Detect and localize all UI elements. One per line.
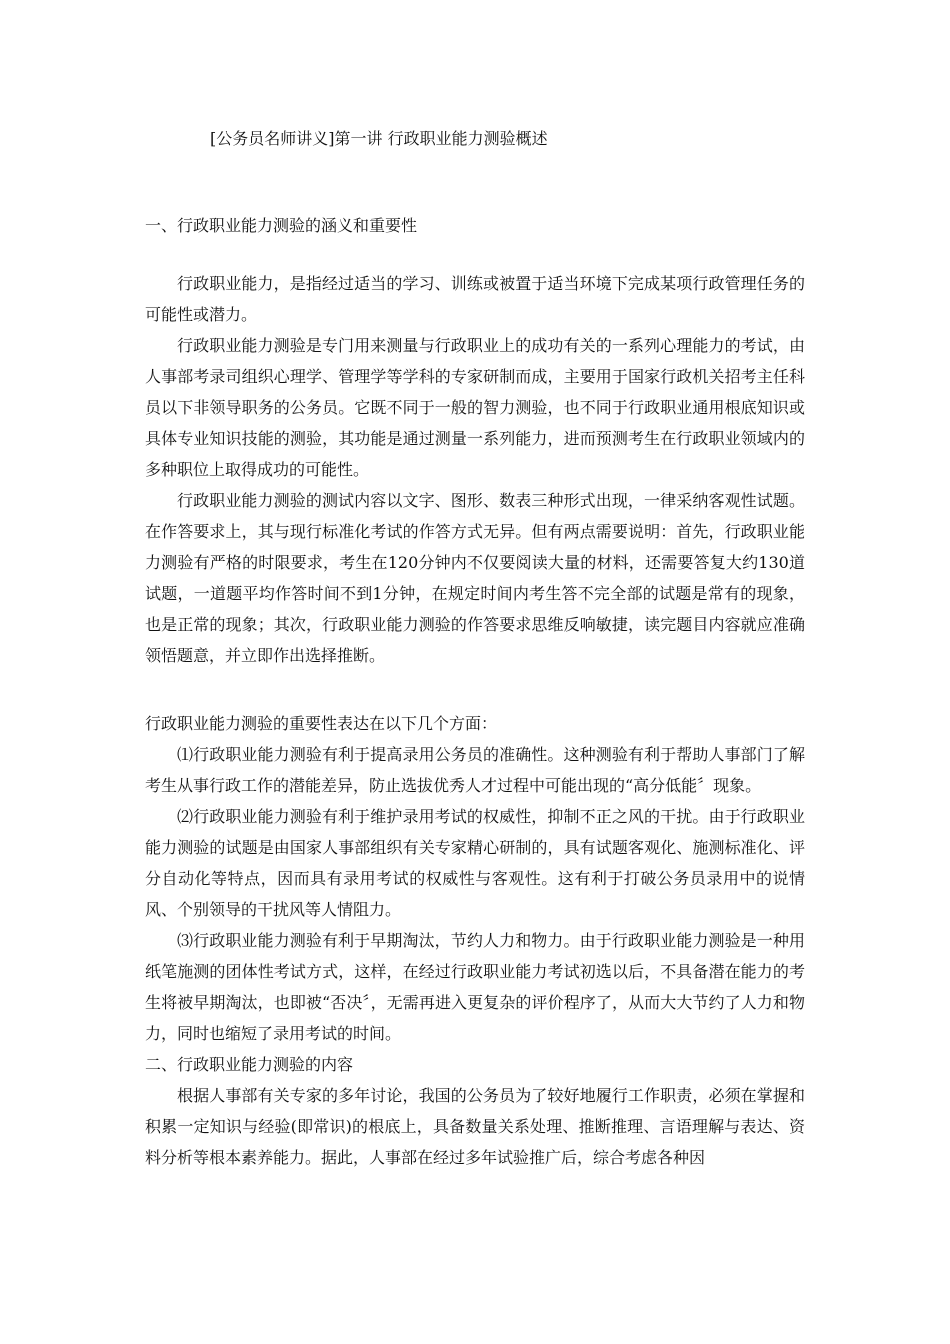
- importance-item: ⑴行政职业能力测验有利于提高录用公务员的准确性。这种测验有利于帮助人事部门了解考生从事行政工作的潜能差异，防止选拔优秀人才过程中可能出现的“高分低能〞现象。: [145, 745, 805, 795]
- importance-item: ⑵行政职业能力测验有利于维护录用考试的权威性，抑制不正之风的干扰。由于行政职业能力测验的试题是由国家人事部组织有关专家精心研制的，具有试题客观化、施测标准化、评分自动化等特点，因而具有录用考试的权威性与客观性。这有利于打破公务员录用中的说情风、个别领导的干扰风等人情阻力。: [145, 807, 805, 919]
- importance-block: [145, 708, 805, 1173]
- paragraph: 根据人事部有关专家的多年讨论，我国的公务员为了较好地履行工作职责，必须在掌握和积累一定知识与经验(即常识)的根底上，具备数量关系处理、推断推理、言语理解与表达、资料分析等根本素养能力。据此，人事部在经过多年试验推广后，综合考虑各种因: [145, 1086, 805, 1167]
- paragraph: 行政职业能力测验的测试内容以文字、图形、数表三种形式出现，一律采纳客观性试题。在作答要求上，其与现行标准化考试的作答方式无异。但有两点需要说明：首先，行政职业能力测验有严格的时限要求，考生在120分钟内不仅要阅读大量的材料，还需要答复大约130道试题，一道题平均作答时间不到1分钟，在规定时间内考生答不完全部的试题是常有的现象，也是正常的现象；其次，行政职业能力测验的作答要求思维反响敏捷，读完题目内容就应准确领悟题意，并立即作出选择推断。: [145, 491, 805, 665]
- paragraph: 行政职业能力测验是专门用来测量与行政职业上的成功有关的一系列心理能力的考试，由人事部考录司组织心理学、管理学等学科的专家研制而成，主要用于国家行政机关招考主任科员以下非领导职务的公务员。它既不同于一般的智力测验，也不同于行政职业通用根底知识或具体专业知识技能的测验，其功能是通过测量一系列能力，进而预测考生在行政职业领域内的多种职位上取得成功的可能性。: [145, 336, 805, 479]
- paragraph: 行政职业能力，是指经过适当的学习、训练或被置于适当环境下完成某项行政管理任务的可能性或潜力。: [145, 274, 805, 324]
- document-title: [公务员名师讲义]第一讲 行政职业能力测验概述: [210, 129, 548, 148]
- importance-intro: 行政职业能力测验的重要性表达在以下几个方面：: [145, 714, 498, 733]
- importance-item: ⑶行政职业能力测验有利于早期淘汰，节约人力和物力。由于行政职业能力测验是一种用纸笔施测的团体性考试方式，这样，在经过行政职业能力考试初选以后，不具备潜在能力的考生将被早期淘汰，也即被“否决〞，无需再进入更复杂的评价程序了，从而大大节约了人力和物力，同时也缩短了录用考试的时间。: [145, 931, 805, 1043]
- section-1-body: [145, 268, 805, 671]
- section-2-heading: 二、行政职业能力测验的内容: [145, 1055, 354, 1074]
- section-1-heading: 一、行政职业能力测验的涵义和重要性: [145, 216, 418, 235]
